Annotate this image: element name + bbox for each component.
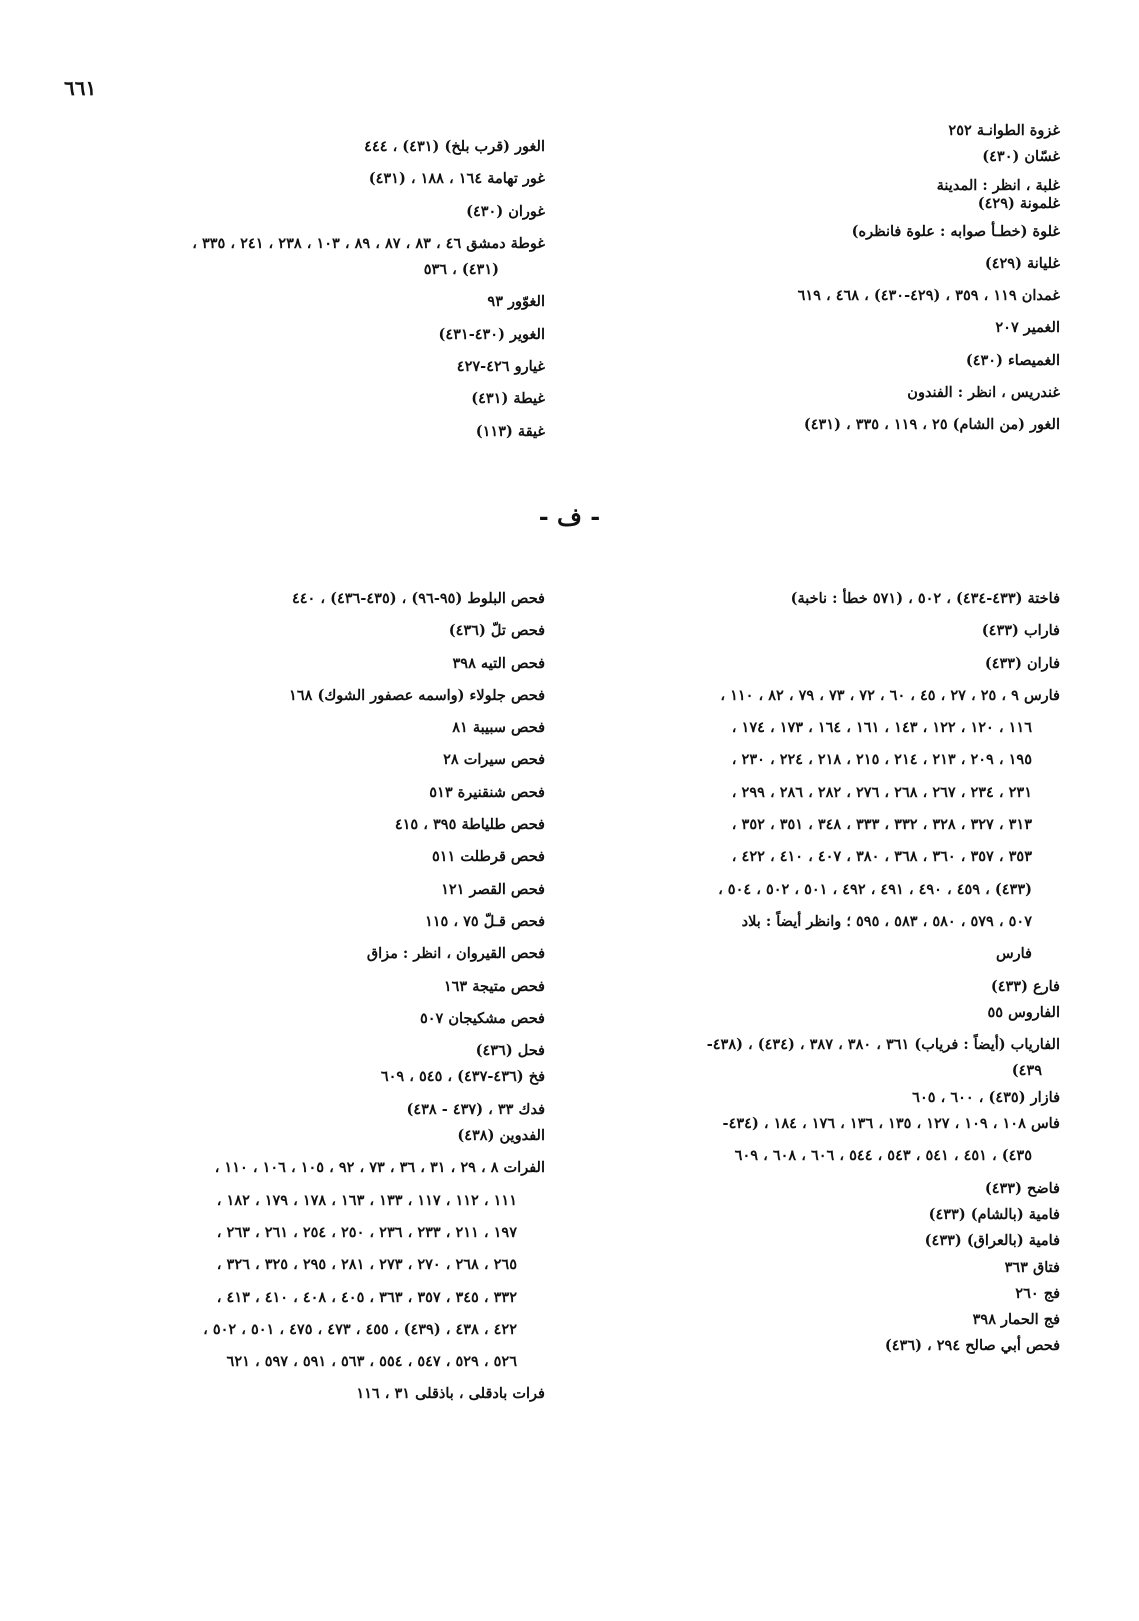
index-column-bottom-left [70,580,545,1408]
index-entry: غور تهامة ١٦٤ ، ١٨٨ ، (٤٣١) [368,170,545,188]
index-entry: فحص قـلّ ٧٥ ، ١١٥ [424,912,545,930]
index-entry: فاضح (٤٣٣) [984,1179,1060,1197]
index-entry: فحص تلّ (٤٣٦) [448,622,545,640]
index-entry: غليانة (٤٢٩) [984,254,1060,272]
index-column-top-left [70,128,545,445]
index-entry: الغور (من الشام) ٢٥ ، ١١٩ ، ٣٣٥ ، (٤٣١) [803,416,1060,434]
index-entry: فحص جلولاء (واسمه عصفور الشوك) ١٦٨ [289,686,545,704]
index-entry-continuation: ١٩٥ ، ٢٠٩ ، ٢١٣ ، ٢١٤ ، ٢١٥ ، ٢١٨ ، ٢٢٤ ، ٢٣٠ ، [731,751,1032,769]
index-entry: غندريس ، انظر : الفندون [907,384,1060,402]
index-entry: فدك ٣٣ ، (٤٣٧ - ٤٣٨) [406,1100,545,1118]
index-entry: فامية (بالعراق) (٤٣٣) [924,1232,1060,1250]
index-entry: فارع (٤٣٣) [990,977,1060,995]
index-entry-continuation: ٣٣٢ ، ٣٤٥ ، ٣٥٧ ، ٣٦٣ ، ٤٠٥ ، ٤٠٨ ، ٤١٠ ، ٤١٣ ، [216,1288,517,1306]
index-entry: فحص القيروان ، انظر : مزاق [366,945,545,963]
index-entry: فحص طلياطة ٣٩٥ ، ٤١٥ [394,816,545,834]
index-entry: الغور (قرب بلخ) (٤٣١) ، ٤٤٤ [364,138,545,155]
index-entry: فخ (٤٣٦-٤٣٧) ، ٥٤٥ ، ٦٠٩ [380,1068,545,1086]
index-entry: غيطة (٤٣١) [471,390,545,408]
index-entry: فحص مشكيجان ٥٠٧ [419,1009,545,1027]
index-entry: غلبة ، انظر : المدينة [936,176,1060,194]
index-entry: غوطة دمشق ٤٦ ، ٨٣ ، ٨٧ ، ٨٩ ، ١٠٣ ، ٢٣٨ ، ٢٤١ ، ٣٣٥ ، [192,234,545,252]
index-entry: فاران (٤٣٣) [984,654,1060,672]
index-entry: غمدان ١١٩ ، ٣٥٩ ، (٤٢٩-٤٣٠) ، ٤٦٨ ، ٦١٩ [797,287,1060,305]
index-entry: فحص متيجة ١٦٣ [443,977,545,995]
index-entry: غزوة الطوانـة ٢٥٢ [948,122,1060,139]
page-number: ٦٦١ [64,76,97,100]
index-entry: غيارو ٤٢٦-٤٢٧ [456,358,545,376]
index-entry: فرات بادقلى ، باذقلى ٣١ ، ١١٦ [356,1385,545,1403]
index-entry-continuation: ٢٦٥ ، ٢٦٨ ، ٢٧٠ ، ٢٧٣ ، ٢٨١ ، ٢٩٥ ، ٣٢٥ ، ٣٢٦ ، [216,1256,517,1274]
index-entry-continuation: ١١٦ ، ١٢٠ ، ١٢٢ ، ١٤٣ ، ١٦١ ، ١٦٤ ، ١٧٣ ، ١٧٤ ، [731,719,1032,737]
index-entry: الفاروس ٥٥ [987,1003,1060,1021]
index-entry: فاراب (٤٣٣) [981,622,1060,640]
index-entry-continuation: فارس [995,945,1032,963]
index-entry-continuation: ٣٥٣ ، ٣٥٧ ، ٣٦٠ ، ٣٦٨ ، ٣٨٠ ، ٤٠٧ ، ٤١٠ ، ٤٢٢ ، [731,848,1032,866]
index-entry: فارس ٩ ، ٢٥ ، ٢٧ ، ٤٥ ، ٦٠ ، ٧٢ ، ٧٣ ، ٧٩ ، ٨٢ ، ١١٠ ، [720,686,1060,704]
index-entry: فازار (٤٣٥) ، ٦٠٠ ، ٦٠٥ [912,1088,1060,1106]
index-entry-continuation: ١٩٧ ، ٢١١ ، ٢٣٣ ، ٢٣٦ ، ٢٥٠ ، ٢٥٤ ، ٢٦١ ، ٢٦٣ ، [216,1223,517,1241]
index-entry: الفدوين (٤٣٨) [457,1127,545,1145]
index-entry: غلوة (خطـأ صوابه : علوة فانظره) [851,222,1060,240]
index-entry: الغوير (٤٣٠-٤٣١) [438,325,545,343]
index-entry: فتاق ٣٦٣ [1004,1258,1060,1276]
index-entry-continuation: (٤٣٣) ، ٤٥٩ ، ٤٩٠ ، ٤٩١ ، ٤٩٢ ، ٥٠١ ، ٥٠٢ ، ٥٠٤ ، [718,880,1032,898]
index-entry: غيقة (١١٣) [475,422,545,440]
index-entry: غلمونة (٤٢٩) [977,194,1060,212]
index-entry: فحص سيرات ٢٨ [443,751,545,769]
index-entry: فاختة (٤٣٣-٤٣٤) ، ٥٠٢ ، (٥٧١ خطأ : ناخبة) [790,590,1060,607]
index-entry: فج الحمار ٣٩٨ [972,1311,1060,1329]
index-entry-continuation: ٣١٣ ، ٣٢٧ ، ٣٢٨ ، ٣٣٢ ، ٣٣٣ ، ٣٤٨ ، ٣٥١ ، ٣٥٢ ، [731,816,1032,834]
index-entry: فحص القصر ١٢١ [441,880,545,898]
index-column-top-right [620,118,1060,439]
index-entry: فحص أبي صالح ٢٩٤ ، (٤٣٦) [884,1337,1060,1355]
index-entry-continuation: (٤٣١) ، ٥٣٦ [423,261,499,279]
index-entry: فحص البلوط (٩٥-٩٦) ، (٤٣٥-٤٣٦) ، ٤٤٠ [291,590,545,607]
index-entry-continuation: ٢٣١ ، ٢٣٤ ، ٢٦٧ ، ٢٦٨ ، ٢٧٦ ، ٢٨٢ ، ٢٨٦ ، ٢٩٩ ، [731,783,1032,801]
index-entry: فامية (بالشام) (٤٣٣) [928,1205,1060,1223]
index-entry-continuation: ٥٢٦ ، ٥٢٩ ، ٥٤٧ ، ٥٥٤ ، ٥٦٣ ، ٥٩١ ، ٥٩٧ ، ٦٢١ [226,1353,517,1371]
index-entry: غسّان (٤٣٠) [982,148,1060,166]
index-entry: الغمير ٢٠٧ [995,319,1060,337]
index-entry: فحص شنقنيرة ٥١٣ [429,783,545,801]
index-entry: غوران (٤٣٠) [466,202,545,220]
section-heading: - ف - [538,502,601,531]
index-entry-continuation: ٤٣٩) [1011,1062,1042,1080]
index-entry: الغوّور ٩٣ [487,293,545,311]
index-entry-continuation: ٤٢٢ ، ٤٣٨ ، (٤٣٩) ، ٤٥٥ ، ٤٧٣ ، ٤٧٥ ، ٥٠١ ، ٥٠٢ ، [203,1320,517,1338]
index-entry-continuation: ٥٠٧ ، ٥٧٩ ، ٥٨٠ ، ٥٨٣ ، ٥٩٥ ؛ وانظر أيضاً : بلاد [741,912,1032,930]
index-entry: فحص التيه ٣٩٨ [452,654,545,672]
index-entry: فحل (٤٣٦) [475,1042,545,1060]
index-entry-continuation: ٤٣٥) ، ٤٥١ ، ٥٤١ ، ٥٤٣ ، ٥٤٤ ، ٦٠٦ ، ٦٠٨ ، ٦٠٩ [734,1147,1032,1165]
index-entry-continuation: ١١١ ، ١١٢ ، ١١٧ ، ١٣٣ ، ١٦٣ ، ١٧٨ ، ١٧٩ ، ١٨٢ ، [216,1191,517,1209]
index-column-bottom-right [598,580,1060,1360]
index-entry: فاس ١٠٨ ، ١٠٩ ، ١٢٧ ، ١٣٥ ، ١٣٦ ، ١٧٦ ، ١٨٤ ، (٤٣٤- [722,1115,1060,1133]
index-entry: فحص سبيبة ٨١ [452,719,545,737]
index-entry: الغميصاء (٤٣٠) [965,351,1060,369]
index-entry: فحص قرطلت ٥١١ [431,848,545,866]
index-entry: الفرات ٨ ، ٢٩ ، ٣١ ، ٣٦ ، ٧٣ ، ٩٢ ، ١٠٥ ، ١٠٦ ، ١١٠ ، [214,1159,545,1177]
index-entry: الفارياب (أيضاً : فرياب) ٣٦١ ، ٣٨٠ ، ٣٨٧ ، (٤٣٤) ، (٤٣٨- [706,1036,1060,1054]
index-entry: فج ٢٦٠ [1015,1284,1060,1302]
